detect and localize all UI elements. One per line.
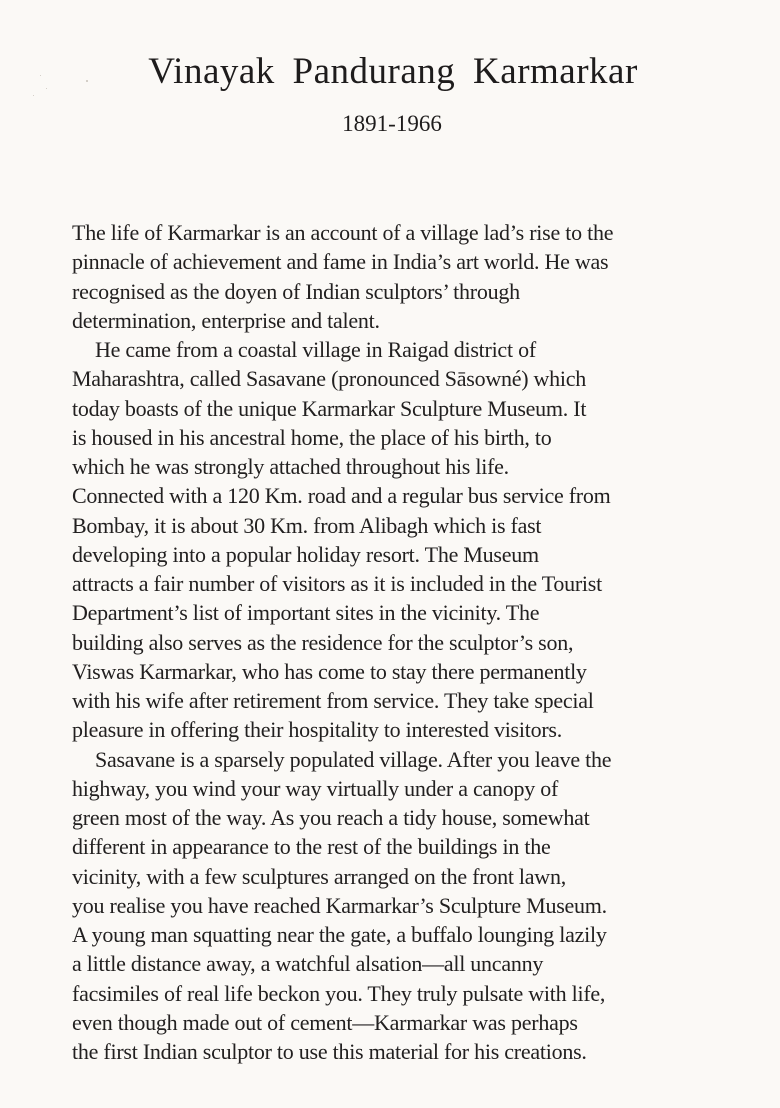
text-line: pinnacle of achievement and fame in India’s art world. He was [72, 249, 609, 275]
paper-speck [33, 95, 34, 96]
text-line: green most of the way. As you reach a tidy house, somewhat [72, 805, 590, 830]
paragraph [72, 218, 752, 335]
text-line: different in appearance to the rest of the buildings in the [72, 834, 551, 860]
text-line: Bombay, it is about 30 Km. from Alibagh which is fast [72, 512, 542, 538]
text-line: you realise you have reached Karmarkar’s Sculpture Museum. [72, 892, 607, 918]
text-line: which he was strongly attached throughout his life. [72, 454, 509, 479]
text-line: highway, you wind your way virtually under a canopy of [72, 775, 559, 801]
text-line: A young man squatting near the gate, a buffalo lounging lazily [72, 922, 607, 947]
text-line: Department’s list of important sites in the vicinity. The [72, 600, 540, 626]
text-line: vicinity, with a few sculptures arranged on the front lawn, [72, 863, 566, 889]
text-line: Maharashtra, called Sasavane (pronounced Sāsowné) which [72, 366, 587, 392]
text-line: pleasure in offering their hospitality to interested visitors. [72, 717, 562, 743]
text-line: determination, enterprise and talent. [72, 307, 380, 333]
paragraph [72, 335, 752, 745]
text-line: He came from a coastal village in Raigad district of [95, 337, 536, 362]
text-line: a little distance away, a watchful alsation—all uncanny [72, 951, 544, 977]
text-line: even though made out of cement—Karmarkar was perhaps [72, 1009, 578, 1035]
text-line: recognised as the doyen of Indian sculptors’ through [72, 278, 520, 304]
text-line: developing into a popular holiday resort. The Museum [72, 541, 539, 567]
text-line: is housed in his ancestral home, the place of his birth, to [72, 424, 552, 450]
text-line: building also serves as the residence for the sculptor’s son, [72, 629, 574, 655]
article-body [72, 218, 752, 1066]
page-title: Vinayak Pandurang Karmarkar [148, 51, 638, 92]
text-line: attracts a fair number of visitors as it is included in the Tourist [72, 571, 602, 596]
life-dates: 1891-1966 [342, 111, 442, 136]
text-line: Viswas Karmarkar, who has come to stay there permanently [72, 658, 587, 684]
text-line: Connected with a 120 Km. road and a regular bus service from [72, 483, 611, 509]
paragraph [72, 745, 752, 1067]
text-line: Sasavane is a sparsely populated village. After you leave the [95, 746, 612, 772]
text-line: today boasts of the unique Karmarkar Sculpture Museum. It [72, 395, 587, 421]
text-line: The life of Karmarkar is an account of a village lad’s rise to the [72, 220, 614, 245]
text-line: with his wife after retirement from service. They take special [72, 688, 594, 713]
text-line: the first Indian sculptor to use this material for his creations. [72, 1039, 587, 1064]
text-line: facsimiles of real life beckon you. They truly pulsate with life, [72, 980, 606, 1006]
